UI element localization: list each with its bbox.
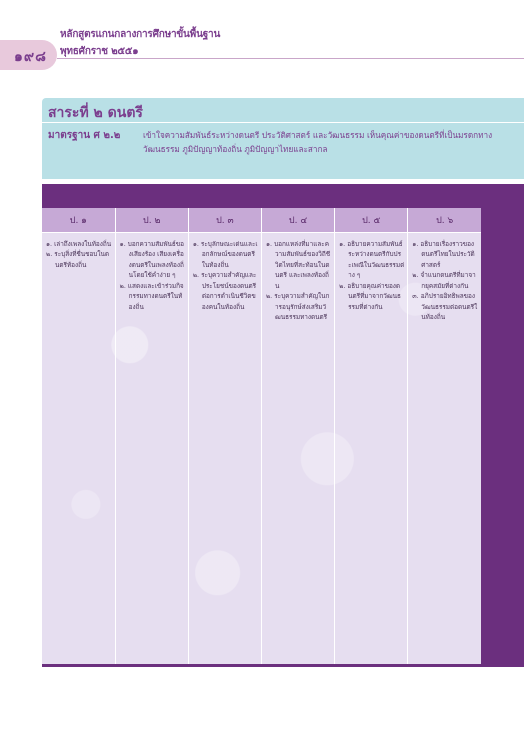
- indicator-item: ๒. ระบุสิ่งที่ชื่นชอบในดนตรีท้องถิ่น: [46, 250, 110, 269]
- header-rule: [57, 58, 524, 59]
- grade-header-p3: ป. ๓: [188, 208, 261, 232]
- indicator-item: ๑. อธิบายเรื่องราวของดนตรีไทยในประวัติศาสตร์: [412, 239, 475, 269]
- indicator-cell-p2: [115, 232, 188, 664]
- indicator-item: ๒. อธิบายคุณค่าของดนตรีที่มาจากวัฒนธรรมที่ต่างกัน: [339, 281, 401, 311]
- strand-divider: [42, 122, 524, 123]
- grade-header-p5: ป. ๕: [335, 208, 408, 232]
- indicator-item: ๑. บอกแหล่งที่มาและความสัมพันธ์ของวิถีชีวิตไทยที่สะท้อนในดนตรี และเพลงท้องถิ่น: [265, 239, 331, 290]
- grade-header-p1: ป. ๑: [42, 208, 115, 232]
- indicator-item: ๑. อธิบายความสัมพันธ์ระหว่างดนตรีกับประเพณีในวัฒนธรรมต่าง ๆ: [339, 239, 405, 279]
- grade-header-p6: ป. ๖: [408, 208, 481, 232]
- standard-label: มาตรฐาน ศ ๒.๒: [48, 130, 121, 141]
- running-header-subtitle: พุทธศักราช ๒๕๕๑: [60, 46, 139, 57]
- page-number-tab: [0, 40, 57, 70]
- indicator-item: ๒. ระบุความสำคัญและประโยชน์ของดนตรีต่อการดำเนินชีวิตของคนในท้องถิ่น: [192, 271, 257, 311]
- indicator-item: ๑. ระบุลักษณะเด่นและเอกลักษณ์ของดนตรีในท้องถิ่น: [192, 239, 258, 269]
- running-header-title: หลักสูตรแกนกลางการศึกษาขั้นพื้นฐาน: [60, 29, 221, 40]
- indicator-table: [42, 208, 481, 664]
- indicator-item: ๒. แสดงและเข้าร่วมกิจกรรมทางดนตรีในท้องถิ่น: [119, 281, 184, 311]
- indicator-item: ๓. อภิปรายอิทธิพลของวัฒนธรรมต่อดนตรีในท้องถิ่น: [412, 292, 478, 321]
- indicator-cell-p3: [188, 232, 261, 664]
- indicator-cell-p4: [261, 232, 334, 664]
- indicator-cell-p5: [335, 232, 408, 664]
- grade-header-p2: ป. ๒: [115, 208, 188, 232]
- indicator-item: ๒. จำแนกดนตรีที่มาจากยุคสมัยที่ต่างกัน: [412, 271, 476, 290]
- indicator-row: [42, 232, 481, 664]
- grade-header-p4: ป. ๔: [261, 208, 334, 232]
- grade-header-row: [42, 208, 481, 232]
- standard-text: เข้าใจความสัมพันธ์ระหว่างดนตรี ประวัติศาสตร์ และวัฒนธรรม เห็นคุณค่าของดนตรีที่เป็นมรดกทางวัฒนธรรม ภูมิปัญญาท้องถิ่น ภูมิปัญญาไทยและสากล: [143, 130, 493, 154]
- indicator-cell-p1: [42, 232, 115, 664]
- page-number: ๑๙๘: [14, 49, 47, 65]
- indicator-table-container: [42, 208, 481, 664]
- strand-title: สาระที่ ๒ ดนตรี: [48, 105, 143, 121]
- indicator-item: ๒. ระบุความสำคัญในการอนุรักษ์ส่งเสริมวัฒนธรรมทางดนตรี: [265, 292, 330, 321]
- strand-box: [42, 98, 524, 179]
- indicator-cell-p6: [408, 232, 481, 664]
- indicator-item: ๑. บอกความสัมพันธ์ของเสียงร้อง เสียงเครื่องดนตรีในเพลงท้องถิ่นโดยใช้คำง่าย ๆ: [119, 239, 185, 279]
- indicator-item: ๑. เล่าถึงเพลงในท้องถิ่น: [46, 239, 112, 248]
